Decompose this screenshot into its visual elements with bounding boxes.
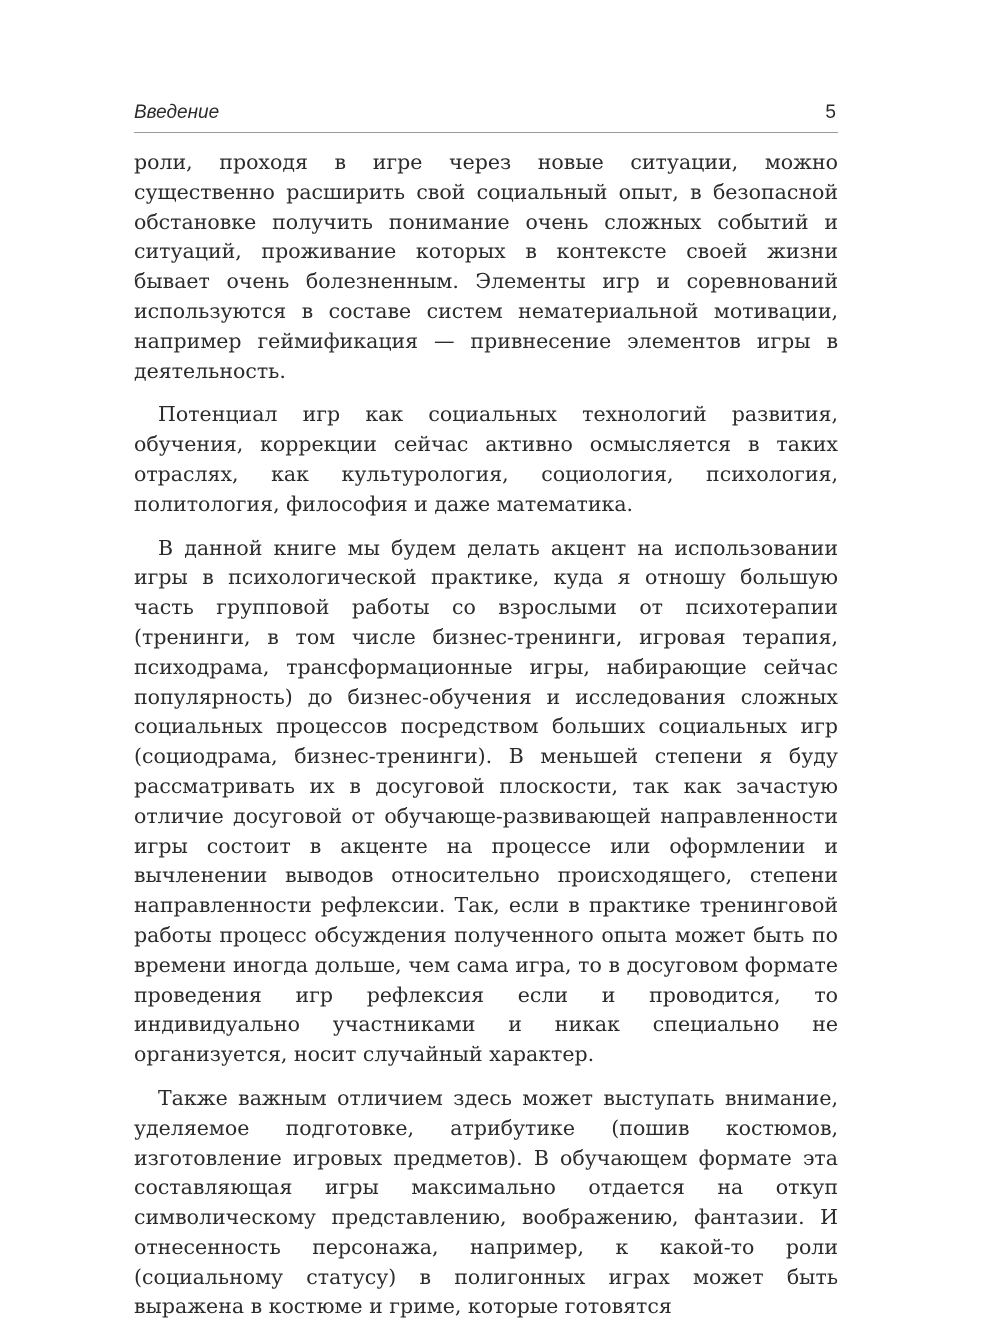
- running-header: [134, 96, 838, 133]
- paragraph: В данной книге мы будем делать акцент на использовании игры в психологической практике, куда я отношу большую часть групповой работы со взрослыми от психотерапии (тренинги, в том числе бизнес-тренинги, игровая терапия, психодрама, трансформационные игры, набирающие сейчас популярность) до бизнес-обучения и исследования сложных социальных процессов посредством больших социальных игр (социодрама, бизнес-тренинги). В меньшей степени я буду рассматривать их в досуговой плоскости, так как зачастую отличие досуговой от обучающе-развивающей направленности игры состоит в акценте на процессе или оформлении и вычленении выводов относительно происходящего, степени направленности рефлексии. Так, если в практике тренинговой работы процесс обсуждения полученного опыта может быть по времени иногда дольше, чем сама игра, то в досуговом формате проведения игр рефлексия если и проводится, то индивидуально участниками и никак специально не организуется, носит случайный характер.: [134, 535, 838, 1067]
- paragraph: Потенциал игр как социальных технологий развития, обучения, коррекции сейчас активно осмысляется в таких отраслях, как культурология, социология, психология, политология, философия и даже математика.: [134, 402, 838, 516]
- paragraph: Также важным отличием здесь может выступать внимание, уделяемое подготовке, атрибутике (пошив костюмов, изготовление игровых предметов). В обучающем формате эта составляющая игры максимально отдается на откуп символическому представлению, воображению, фантазии. И отнесенность персонажа, например, к какой-то роли (социальному статусу) в полигонных играх может быть выражена в костюме и гриме, которые готовятся: [134, 1085, 838, 1319]
- paragraph-continued: роли, проходя в игре через новые ситуации, можно существенно расширить свой социальный опыт, в безопасной обстановке получить понимание очень сложных событий и ситуаций, проживание которых в контексте своей жизни бывает очень болезненным. Элементы игр и соревнований используются в составе систем нематериальной мотивации, например геймификация — привнесение элементов игры в деятельность.: [134, 150, 838, 383]
- section-title: Введение: [134, 102, 220, 123]
- body-text: [134, 148, 838, 1336]
- page-number: 5: [825, 102, 836, 123]
